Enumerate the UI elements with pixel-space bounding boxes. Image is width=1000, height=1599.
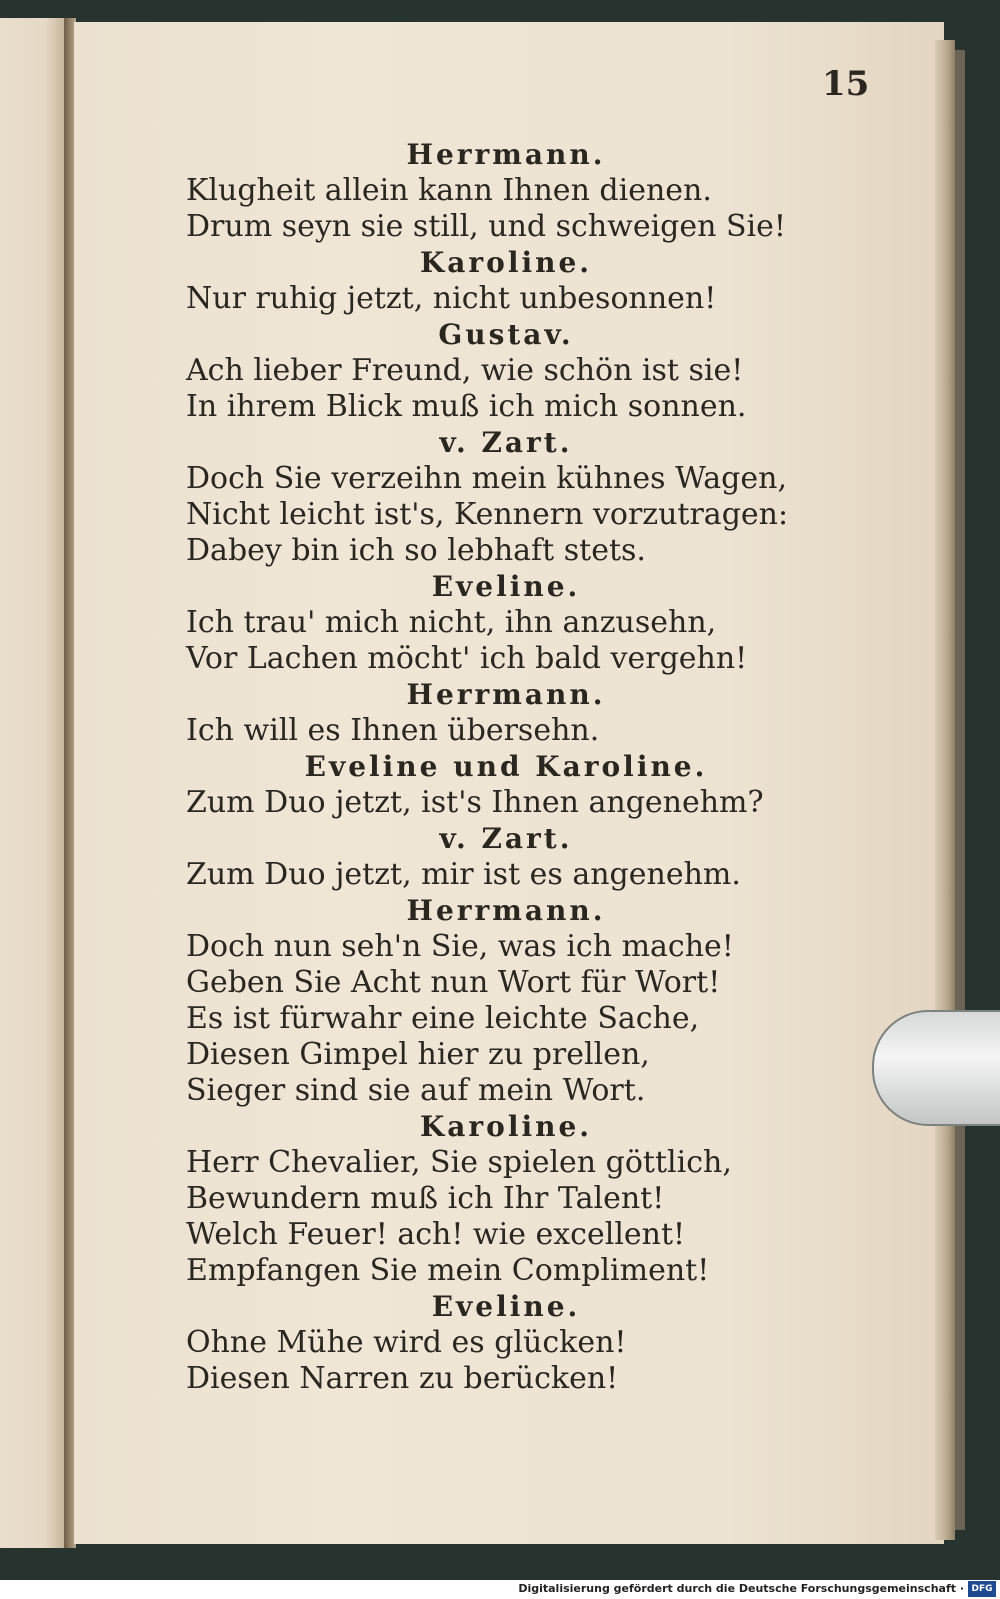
verse-line: Nur ruhig jetzt, nicht unbesonnen! — [186, 281, 717, 316]
verse-line: Sieger sind sie auf mein Wort. — [186, 1073, 646, 1108]
verse-line: Ich trau' mich nicht, ihn anzusehn, — [186, 605, 717, 640]
footer-bar — [0, 1580, 1000, 1599]
verse-line: Herr Chevalier, Sie spielen göttlich, — [186, 1145, 732, 1180]
speaker-name: Herrmann. — [406, 138, 606, 171]
verse-line: Bewundern muß ich Ihr Talent! — [186, 1181, 665, 1216]
speaker-name: Eveline. — [431, 1290, 581, 1323]
speaker-name: Herrmann. — [406, 894, 606, 927]
speaker-name: Karoline. — [419, 246, 593, 279]
speaker-name: Herrmann. — [406, 678, 606, 711]
verse-line: Doch nun seh'n Sie, was ich mache! — [186, 929, 734, 964]
footer-credit: Digitalisierung gefördert durch die Deutsche Forschungsgemeinschaft · — [518, 1582, 964, 1595]
speaker-name: Eveline. — [431, 570, 581, 603]
verse-line: Geben Sie Acht nun Wort für Wort! — [186, 965, 721, 1000]
speaker-name: Karoline. — [419, 1110, 593, 1143]
verse-line: Empfangen Sie mein Compliment! — [186, 1253, 710, 1288]
cover-edge — [955, 50, 965, 1530]
verse-line: Diesen Narren zu berücken! — [186, 1361, 619, 1396]
verse-line: Dabey bin ich so lebhaft stets. — [186, 533, 646, 568]
facing-page-edge — [0, 18, 66, 1548]
verse-line: Welch Feuer! ach! wie excellent! — [186, 1217, 686, 1252]
speaker-name: v. Zart. — [439, 822, 573, 855]
verse-line: Ach lieber Freund, wie schön ist sie! — [186, 353, 744, 388]
verse-line: Zum Duo jetzt, ist's Ihnen angenehm? — [186, 785, 764, 820]
verse-line: Vor Lachen möcht' ich bald vergehn! — [186, 641, 748, 676]
speaker-name: Gustav. — [438, 318, 574, 351]
page-clip — [872, 1010, 1000, 1126]
speaker-name: Eveline und Karoline. — [304, 750, 708, 783]
dfg-logo-icon: DFG — [968, 1581, 996, 1597]
verse-line: Doch Sie verzeihn mein kühnes Wagen, — [186, 461, 787, 496]
speaker-name: v. Zart. — [439, 426, 573, 459]
verse-line: Zum Duo jetzt, mir ist es angenehm. — [186, 857, 741, 892]
verse-line: Drum seyn sie still, und schweigen Sie! — [186, 209, 786, 244]
verse-line: Nicht leicht ist's, Kennern vorzutragen: — [186, 497, 789, 532]
verse-line: Ohne Mühe wird es glücken! — [186, 1325, 627, 1360]
verse-line: Diesen Gimpel hier zu prellen, — [186, 1037, 650, 1072]
verse-line: In ihrem Blick muß ich mich sonnen. — [186, 389, 747, 424]
text-block — [186, 137, 826, 1397]
verse-line: Es ist fürwahr eine leichte Sache, — [186, 1001, 700, 1036]
verse-line: Klugheit allein kann Ihnen dienen. — [186, 173, 712, 208]
page-number: 15 — [822, 64, 870, 104]
page-stack-edge — [935, 40, 955, 1540]
verse-line: Ich will es Ihnen übersehn. — [186, 713, 600, 748]
